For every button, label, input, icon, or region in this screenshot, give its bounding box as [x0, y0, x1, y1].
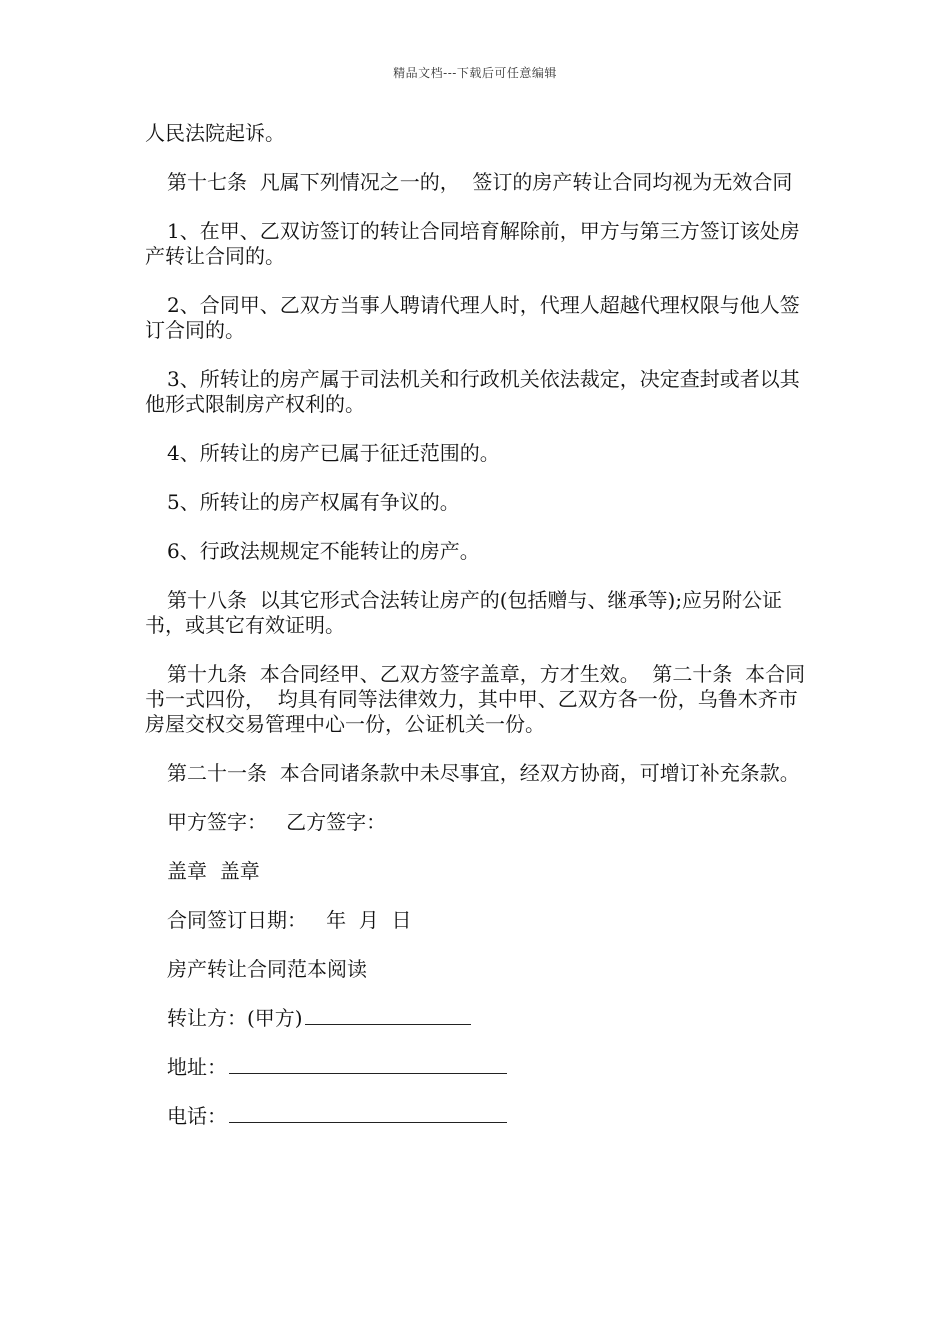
template-title: 房产转让合同范本阅读	[167, 957, 367, 981]
address-blank-line[interactable]	[229, 1055, 507, 1074]
transferor-field	[145, 1006, 810, 1031]
page-header: 精品文档---下载后可任意编辑	[393, 66, 557, 80]
seal-line: 盖章 盖章	[167, 859, 260, 883]
address-field	[145, 1055, 810, 1080]
signature-line: 甲方签字： 乙方签字：	[167, 810, 387, 834]
address-label: 地址：	[167, 1055, 227, 1079]
paragraph-item-5: 5、所转让的房产权属有争议的。	[167, 490, 460, 514]
paragraph-court-clause: 人民法院起诉。	[145, 121, 285, 145]
paragraph-item-2: 2、合同甲、乙双方当事人聘请代理人时，代理人超越代理权限与他人签订合同的。	[145, 293, 800, 342]
paragraph-item-6: 6、行政法规规定不能转让的房产。	[167, 539, 480, 563]
phone-field	[145, 1104, 810, 1129]
transferor-label: 转让方：(甲方)	[167, 1006, 303, 1030]
paragraph-item-3: 3、所转让的房产属于司法机关和行政机关依法裁定，决定查封或者以其他形式限制房产权利的。	[145, 367, 800, 416]
paragraph-article-19-20: 第十九条 本合同经甲、乙双方签字盖章，方才生效。 第二十条 本合同书一式四份， 均具有同等法律效力，其中甲、乙双方各一份，乌鲁木齐市房屋交权交易管理中心一份，公证机关一份。	[145, 662, 806, 736]
paragraph-article-17: 第十七条 凡属下列情况之一的， 签订的房产转让合同均视为无效合同	[167, 170, 793, 194]
paragraph-article-18: 第十八条 以其它形式合法转让房产的(包括赠与、继承等);应另附公证书，或其它有效证明。	[145, 588, 783, 637]
phone-label: 电话：	[167, 1104, 227, 1128]
phone-blank-line[interactable]	[229, 1104, 507, 1123]
document-body	[145, 121, 810, 1153]
paragraph-article-21: 第二十一条 本合同诸条款中未尽事宜，经双方协商，可增订补充条款。	[167, 761, 800, 785]
transferor-blank-line[interactable]	[305, 1006, 471, 1025]
paragraph-item-1: 1、在甲、乙双访签订的转让合同培育解除前，甲方与第三方签订该处房产转让合同的。	[145, 219, 800, 268]
paragraph-item-4: 4、所转让的房产已属于征迁范围的。	[167, 441, 500, 465]
signing-date-line: 合同签订日期： 年 月 日	[167, 908, 412, 932]
